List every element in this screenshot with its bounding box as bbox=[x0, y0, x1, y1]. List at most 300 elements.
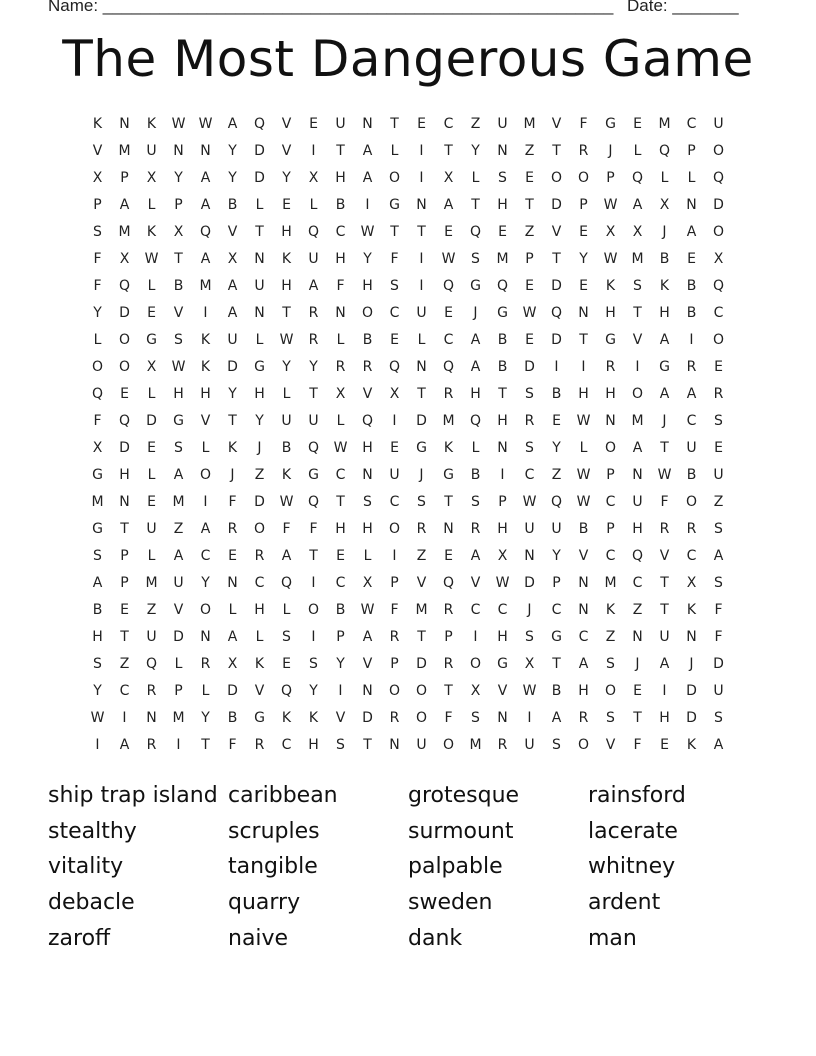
grid-letter: F bbox=[633, 737, 642, 753]
grid-letter: F bbox=[228, 737, 237, 753]
grid-letter: B bbox=[497, 332, 508, 348]
grid-letter: Y bbox=[174, 170, 183, 186]
grid-letter: Q bbox=[118, 278, 131, 294]
grid-letter: C bbox=[335, 575, 346, 591]
grid-letter: M bbox=[469, 737, 482, 753]
grid-letter: R bbox=[686, 521, 697, 537]
grid-letter: P bbox=[444, 629, 453, 645]
grid-letter: N bbox=[227, 575, 238, 591]
grid-letter: A bbox=[362, 143, 373, 159]
grid-letter: A bbox=[173, 467, 184, 483]
grid-letter: N bbox=[605, 413, 616, 429]
grid-letter: K bbox=[281, 467, 292, 483]
grid-letter: D bbox=[524, 575, 535, 591]
grid-letter: L bbox=[147, 278, 156, 294]
grid-letter: B bbox=[362, 332, 373, 348]
grid-letter: R bbox=[389, 710, 400, 726]
grid-letter: G bbox=[173, 413, 184, 429]
name-line[interactable]: Name: ______________________________________________________ bbox=[48, 0, 614, 15]
grid-letter: M bbox=[631, 251, 644, 267]
grid-letter: I bbox=[95, 737, 100, 753]
grid-letter: N bbox=[443, 521, 454, 537]
grid-letter: L bbox=[255, 197, 264, 213]
grid-letter: T bbox=[309, 386, 318, 402]
grid-letter: C bbox=[632, 575, 643, 591]
grid-letter: T bbox=[201, 737, 210, 753]
grid-letter: Q bbox=[658, 143, 671, 159]
grid-letter: J bbox=[689, 656, 694, 672]
grid-letter: A bbox=[281, 548, 292, 564]
grid-letter: B bbox=[335, 602, 346, 618]
grid-letter: B bbox=[551, 386, 562, 402]
grid-letter: H bbox=[362, 440, 373, 456]
grid-letter: D bbox=[254, 143, 265, 159]
grid-letter: P bbox=[606, 521, 615, 537]
grid-letter: I bbox=[311, 575, 316, 591]
grid-letter: X bbox=[713, 251, 724, 267]
grid-letter: L bbox=[687, 170, 696, 186]
grid-letter: A bbox=[686, 386, 697, 402]
grid-letter: L bbox=[471, 440, 480, 456]
grid-letter: T bbox=[228, 413, 237, 429]
grid-letter: A bbox=[713, 737, 724, 753]
grid-letter: A bbox=[362, 629, 373, 645]
grid-letter: T bbox=[363, 737, 372, 753]
grid-letter: K bbox=[146, 116, 157, 132]
grid-letter: O bbox=[388, 683, 401, 699]
grid-letter: A bbox=[173, 548, 184, 564]
grid-letter: X bbox=[389, 386, 400, 402]
grid-letter: M bbox=[172, 494, 185, 510]
grid-letter: G bbox=[254, 359, 265, 375]
grid-letter: D bbox=[713, 656, 724, 672]
grid-letter: N bbox=[254, 251, 265, 267]
grid-letter: R bbox=[416, 521, 427, 537]
grid-letter: H bbox=[281, 278, 292, 294]
grid-letter: Y bbox=[336, 656, 345, 672]
grid-letter: A bbox=[227, 305, 238, 321]
grid-letter: Q bbox=[388, 359, 401, 375]
grid-letter: U bbox=[227, 332, 238, 348]
grid-letter: E bbox=[714, 440, 723, 456]
grid-letter: U bbox=[416, 737, 427, 753]
grid-letter: L bbox=[363, 548, 372, 564]
grid-letter: A bbox=[443, 197, 454, 213]
grid-letter: R bbox=[578, 143, 589, 159]
grid-letter: Y bbox=[255, 413, 264, 429]
grid-letter: U bbox=[551, 521, 562, 537]
grid-letter: C bbox=[443, 116, 454, 132]
grid-letter: M bbox=[631, 413, 644, 429]
grid-letter: A bbox=[362, 170, 373, 186]
grid-letter: H bbox=[362, 521, 373, 537]
grid-letter: S bbox=[174, 332, 183, 348]
grid-letter: K bbox=[308, 710, 319, 726]
grid-letter: Q bbox=[199, 224, 212, 240]
grid-letter: D bbox=[254, 494, 265, 510]
grid-letter: T bbox=[120, 629, 129, 645]
grid-letter: C bbox=[335, 467, 346, 483]
grid-letter: X bbox=[308, 170, 319, 186]
word-list-item: whitney bbox=[588, 854, 676, 880]
grid-letter: H bbox=[605, 305, 616, 321]
grid-letter: H bbox=[497, 197, 508, 213]
grid-letter: Q bbox=[307, 440, 320, 456]
grid-letter: C bbox=[497, 602, 508, 618]
grid-letter: T bbox=[633, 305, 642, 321]
grid-letter: S bbox=[471, 251, 480, 267]
grid-letter: D bbox=[362, 710, 373, 726]
grid-letter: R bbox=[470, 521, 481, 537]
grid-letter: M bbox=[496, 251, 509, 267]
grid-letter: G bbox=[497, 305, 508, 321]
grid-letter: Y bbox=[282, 170, 291, 186]
grid-letter: O bbox=[388, 521, 401, 537]
grid-letter: R bbox=[443, 656, 454, 672]
grid-letter: A bbox=[227, 629, 238, 645]
grid-letter: S bbox=[714, 413, 723, 429]
grid-letter: R bbox=[254, 737, 265, 753]
grid-letter: O bbox=[631, 386, 644, 402]
grid-letter: T bbox=[417, 629, 426, 645]
grid-letter: E bbox=[444, 224, 453, 240]
grid-letter: D bbox=[416, 413, 427, 429]
grid-letter: X bbox=[227, 656, 238, 672]
grid-letter: S bbox=[633, 278, 642, 294]
grid-letter: X bbox=[227, 251, 238, 267]
grid-letter: P bbox=[120, 575, 129, 591]
grid-letter: U bbox=[497, 116, 508, 132]
grid-letter: I bbox=[176, 737, 181, 753]
grid-letter: I bbox=[365, 197, 370, 213]
grid-letter: H bbox=[470, 386, 481, 402]
grid-letter: R bbox=[389, 629, 400, 645]
grid-letter: D bbox=[173, 629, 184, 645]
grid-letter: C bbox=[551, 602, 562, 618]
grid-letter: O bbox=[469, 656, 482, 672]
grid-letter: S bbox=[525, 629, 534, 645]
grid-letter: F bbox=[93, 413, 102, 429]
grid-letter: C bbox=[389, 494, 400, 510]
grid-letter: C bbox=[578, 629, 589, 645]
grid-letter: H bbox=[659, 710, 670, 726]
grid-letter: J bbox=[662, 224, 667, 240]
grid-letter: U bbox=[308, 251, 319, 267]
grid-letter: X bbox=[119, 251, 130, 267]
grid-letter: Z bbox=[605, 629, 616, 645]
grid-letter: J bbox=[662, 413, 667, 429]
grid-letter: I bbox=[203, 305, 208, 321]
grid-letter: Q bbox=[91, 386, 104, 402]
grid-letter: R bbox=[524, 413, 535, 429]
grid-letter: F bbox=[282, 521, 291, 537]
grid-letter: C bbox=[335, 224, 346, 240]
grid-letter: H bbox=[335, 251, 346, 267]
grid-letter: E bbox=[444, 548, 453, 564]
grid-letter: T bbox=[336, 494, 345, 510]
grid-letter: K bbox=[227, 440, 238, 456]
grid-letter: W bbox=[198, 116, 213, 132]
grid-letter: E bbox=[417, 116, 426, 132]
grid-letter: A bbox=[119, 737, 130, 753]
grid-letter: T bbox=[255, 224, 264, 240]
grid-letter: U bbox=[146, 629, 157, 645]
grid-letter: U bbox=[713, 467, 724, 483]
grid-letter: C bbox=[254, 575, 265, 591]
grid-letter: X bbox=[524, 656, 535, 672]
grid-letter: F bbox=[93, 278, 102, 294]
grid-letter: L bbox=[255, 629, 264, 645]
grid-letter: P bbox=[606, 467, 615, 483]
grid-letter: Q bbox=[496, 278, 509, 294]
grid-letter: C bbox=[281, 737, 292, 753]
grid-letter: L bbox=[147, 548, 156, 564]
grid-letter: W bbox=[576, 413, 591, 429]
grid-letter: L bbox=[309, 197, 318, 213]
grid-letter: G bbox=[416, 440, 427, 456]
grid-letter: U bbox=[686, 440, 697, 456]
grid-letter: A bbox=[713, 548, 724, 564]
grid-letter: P bbox=[390, 656, 399, 672]
grid-letter: A bbox=[200, 197, 211, 213]
grid-letter: H bbox=[497, 413, 508, 429]
grid-letter: C bbox=[524, 467, 535, 483]
grid-letter: A bbox=[308, 278, 319, 294]
grid-letter: N bbox=[416, 197, 427, 213]
grid-letter: C bbox=[686, 116, 697, 132]
grid-letter: N bbox=[119, 494, 130, 510]
grid-letter: E bbox=[120, 602, 129, 618]
grid-letter: G bbox=[551, 629, 562, 645]
grid-letter: W bbox=[171, 116, 186, 132]
word-list-item: scruples bbox=[228, 818, 320, 844]
grid-letter: L bbox=[147, 467, 156, 483]
grid-letter: E bbox=[525, 278, 534, 294]
grid-letter: V bbox=[281, 116, 292, 132]
grid-letter: J bbox=[257, 440, 262, 456]
grid-letter: R bbox=[308, 305, 319, 321]
grid-letter: C bbox=[686, 413, 697, 429]
grid-letter: O bbox=[712, 224, 725, 240]
grid-letter: O bbox=[415, 683, 428, 699]
word-list-item: zaroff bbox=[48, 925, 111, 951]
grid-letter: I bbox=[662, 683, 667, 699]
grid-letter: I bbox=[527, 710, 532, 726]
grid-letter: V bbox=[227, 224, 238, 240]
grid-letter: S bbox=[471, 494, 480, 510]
grid-letter: J bbox=[635, 656, 640, 672]
grid-letter: F bbox=[228, 494, 237, 510]
grid-letter: P bbox=[525, 251, 534, 267]
grid-letter: Z bbox=[632, 602, 643, 618]
grid-letter: V bbox=[416, 575, 427, 591]
grid-letter: G bbox=[443, 467, 454, 483]
grid-letter: L bbox=[93, 332, 102, 348]
grid-letter: R bbox=[605, 359, 616, 375]
grid-letter: S bbox=[525, 386, 534, 402]
grid-letter: G bbox=[254, 710, 265, 726]
grid-letter: I bbox=[554, 359, 559, 375]
grid-letter: T bbox=[552, 656, 561, 672]
grid-letter: B bbox=[578, 521, 589, 537]
grid-letter: K bbox=[92, 116, 103, 132]
grid-letter: F bbox=[579, 116, 588, 132]
grid-letter: Q bbox=[469, 413, 482, 429]
grid-letter: P bbox=[606, 170, 615, 186]
grid-letter: R bbox=[713, 386, 724, 402]
grid-letter: O bbox=[442, 737, 455, 753]
grid-letter: R bbox=[308, 332, 319, 348]
grid-letter: V bbox=[362, 656, 373, 672]
grid-letter: B bbox=[551, 683, 562, 699]
grid-letter: P bbox=[174, 197, 183, 213]
grid-letter: N bbox=[173, 143, 184, 159]
grid-letter: Q bbox=[712, 170, 725, 186]
grid-letter: Q bbox=[118, 413, 131, 429]
grid-letter: G bbox=[659, 359, 670, 375]
grid-letter: Q bbox=[442, 359, 455, 375]
grid-letter: K bbox=[686, 602, 697, 618]
word-list-item: ardent bbox=[588, 890, 661, 916]
grid-letter: L bbox=[633, 143, 642, 159]
grid-letter: H bbox=[335, 521, 346, 537]
grid-letter: T bbox=[174, 251, 183, 267]
grid-letter: X bbox=[470, 683, 481, 699]
grid-letter: O bbox=[199, 602, 212, 618]
grid-letter: G bbox=[146, 332, 157, 348]
grid-letter: B bbox=[497, 359, 508, 375]
page-title: The Most Dangerous Game bbox=[62, 30, 754, 88]
grid-letter: V bbox=[551, 224, 562, 240]
grid-letter: R bbox=[335, 359, 346, 375]
grid-letter: S bbox=[282, 629, 291, 645]
grid-letter: N bbox=[362, 467, 373, 483]
grid-letter: I bbox=[581, 359, 586, 375]
grid-letter: M bbox=[118, 143, 131, 159]
grid-letter: V bbox=[200, 413, 211, 429]
date-line[interactable]: Date: _______ bbox=[627, 0, 739, 15]
grid-letter: L bbox=[660, 170, 669, 186]
grid-letter: G bbox=[470, 278, 481, 294]
grid-letter: V bbox=[335, 710, 346, 726]
grid-letter: Y bbox=[579, 251, 588, 267]
grid-letter: T bbox=[390, 116, 399, 132]
grid-letter: M bbox=[415, 602, 428, 618]
grid-letter: F bbox=[336, 278, 345, 294]
grid-letter: T bbox=[660, 602, 669, 618]
grid-letter: A bbox=[200, 521, 211, 537]
grid-letter: D bbox=[686, 710, 697, 726]
grid-letter: I bbox=[419, 251, 424, 267]
grid-letter: V bbox=[605, 737, 616, 753]
grid-letter: N bbox=[632, 467, 643, 483]
grid-letter: U bbox=[146, 521, 157, 537]
grid-letter: U bbox=[308, 413, 319, 429]
grid-letter: N bbox=[578, 602, 589, 618]
grid-letter: V bbox=[578, 548, 589, 564]
grid-letter: I bbox=[689, 332, 694, 348]
grid-letter: B bbox=[335, 197, 346, 213]
grid-letter: L bbox=[147, 197, 156, 213]
grid-letter: O bbox=[604, 683, 617, 699]
grid-letter: V bbox=[254, 683, 265, 699]
grid-letter: Q bbox=[145, 656, 158, 672]
grid-letter: Z bbox=[146, 602, 157, 618]
grid-letter: W bbox=[522, 683, 537, 699]
grid-letter: A bbox=[551, 710, 562, 726]
grid-letter: F bbox=[714, 602, 723, 618]
grid-letter: W bbox=[495, 575, 510, 591]
grid-letter: S bbox=[390, 278, 399, 294]
word-list-item: man bbox=[588, 925, 637, 951]
grid-letter: H bbox=[119, 467, 130, 483]
grid-letter: Z bbox=[524, 143, 535, 159]
grid-letter: L bbox=[174, 656, 183, 672]
grid-letter: X bbox=[605, 224, 616, 240]
grid-letter: N bbox=[362, 683, 373, 699]
grid-letter: Y bbox=[228, 170, 237, 186]
grid-letter: U bbox=[524, 521, 535, 537]
grid-letter: H bbox=[254, 602, 265, 618]
grid-letter: S bbox=[336, 737, 345, 753]
grid-letter: M bbox=[199, 278, 212, 294]
grid-letter: M bbox=[145, 575, 158, 591]
grid-letter: W bbox=[90, 710, 105, 726]
grid-letter: M bbox=[118, 224, 131, 240]
grid-letter: C bbox=[200, 548, 211, 564]
grid-letter: A bbox=[227, 278, 238, 294]
grid-letter: S bbox=[363, 494, 372, 510]
grid-letter: Q bbox=[442, 278, 455, 294]
grid-letter: N bbox=[578, 305, 589, 321]
grid-letter: U bbox=[659, 629, 670, 645]
word-list-item: stealthy bbox=[48, 818, 137, 844]
grid-letter: H bbox=[200, 386, 211, 402]
grid-letter: T bbox=[417, 386, 426, 402]
grid-letter: X bbox=[335, 386, 346, 402]
grid-letter: V bbox=[173, 602, 184, 618]
grid-letter: Q bbox=[253, 116, 266, 132]
grid-letter: A bbox=[200, 251, 211, 267]
grid-letter: Z bbox=[470, 116, 481, 132]
grid-letter: S bbox=[714, 575, 723, 591]
grid-letter: S bbox=[606, 710, 615, 726]
grid-letter: C bbox=[470, 602, 481, 618]
word-list-item: vitality bbox=[48, 854, 124, 880]
grid-letter: U bbox=[146, 143, 157, 159]
grid-letter: G bbox=[605, 116, 616, 132]
grid-letter: B bbox=[227, 197, 238, 213]
grid-letter: V bbox=[551, 116, 562, 132]
grid-letter: Y bbox=[309, 359, 318, 375]
grid-letter: O bbox=[604, 440, 617, 456]
grid-letter: N bbox=[389, 737, 400, 753]
grid-letter: H bbox=[281, 224, 292, 240]
grid-letter: V bbox=[632, 332, 643, 348]
grid-letter: D bbox=[254, 170, 265, 186]
grid-letter: I bbox=[122, 710, 127, 726]
grid-letter: S bbox=[714, 521, 723, 537]
grid-letter: J bbox=[419, 467, 424, 483]
word-list bbox=[48, 778, 768, 956]
grid-letter: H bbox=[605, 386, 616, 402]
grid-letter: E bbox=[282, 197, 291, 213]
grid-letter: S bbox=[471, 710, 480, 726]
grid-letter: E bbox=[660, 737, 669, 753]
grid-letter: F bbox=[390, 251, 399, 267]
grid-letter: R bbox=[146, 737, 157, 753]
grid-letter: K bbox=[659, 278, 670, 294]
